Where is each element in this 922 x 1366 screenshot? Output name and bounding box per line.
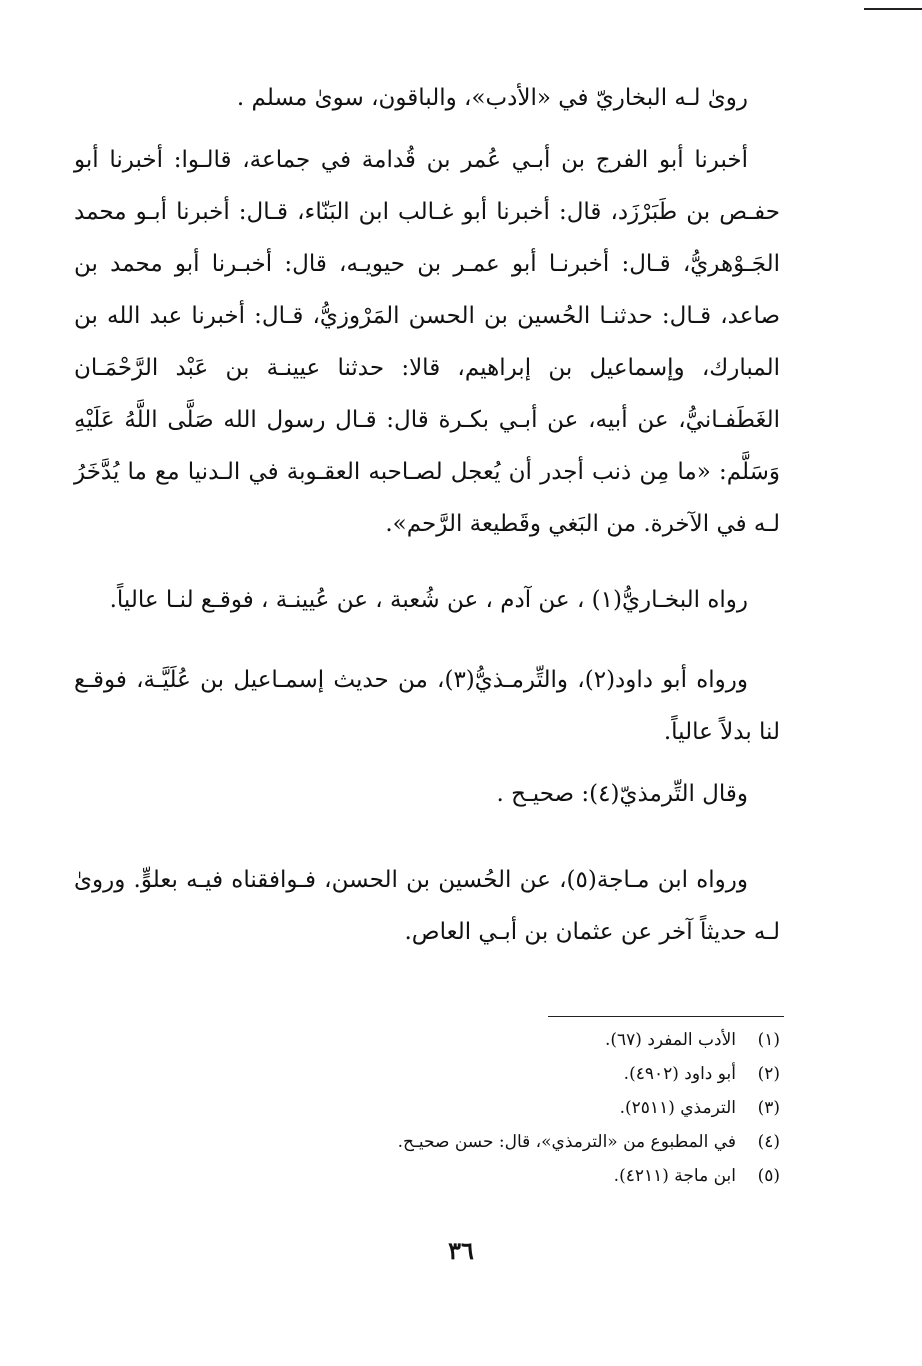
footnote-text: الترمذي (٢٥١١).: [619, 1098, 736, 1118]
paragraph-ibn-majah: ورواه ابن مـاجة(٥)، عن الحُسين بن الحسن، فـوافقناه فيـه بعلوٍّ. وروىٰ لـه حديثاً آخر عن عثمان بن أبـي العاص.: [74, 867, 780, 945]
corner-rule: [864, 8, 922, 10]
paragraph-abu-dawud: ورواه أبو داود(٢)، والتِّرمـذيُّ(٣)، من حديث إسمـاعيل بن عُلَيَّـة، فوقـع لنا بدلاً عالياً.: [74, 667, 780, 745]
footnotes: [220, 1030, 780, 1200]
paragraph-narration-note: رویٰ لـه البخاريّ في «الأدب»، والباقون، سویٰ مسلم .: [236, 85, 748, 111]
footnote-item: [220, 1064, 780, 1098]
paragraph-tirmidhi: وقال التِّرمذيّ(٤): صحيـح .: [496, 781, 748, 807]
footnote-number: (٥): [757, 1166, 780, 1186]
footnote-number: (٢): [757, 1064, 780, 1084]
paragraph-bukhari: رواه البخـاريُّ(١) ، عن آدم ، عن شُعبة ، عن عُيينـة ، فوقـع لنـا عالياً.: [109, 587, 748, 613]
footnote-number: (٤): [757, 1132, 780, 1152]
page-number: ٣٦: [448, 1236, 474, 1265]
footnote-text: أبو داود (٤٩٠٢).: [623, 1064, 736, 1084]
footnote-item: [220, 1166, 780, 1200]
page-body: [74, 72, 780, 958]
footnote-text: في المطبوع من «الترمذي»، قال: حسن صحيـح.: [397, 1132, 736, 1152]
footnote-text: ابن ماجة (٤٢١١).: [613, 1166, 736, 1186]
footnote-item: [220, 1030, 780, 1064]
footnote-divider: [548, 1016, 784, 1017]
footnote-text: الأدب المفرد (٦٧).: [604, 1030, 736, 1050]
footnote-number: (٣): [757, 1098, 780, 1118]
footnote-item: [220, 1098, 780, 1132]
footnote-number: (١): [757, 1030, 780, 1050]
footnote-item: [220, 1132, 780, 1166]
paragraph-hadith-chain: أخبرنا أبو الفرج بن أبـي عُمر بن قُدامة في جماعة، قالـوا: أخبرنا أبو حفـص بن طَبَرْزَد، قال: أخبرنا أبو غـالب ابن البَنّاء، قـال: أخبرنا أبـو محمد الجَـوْهريُّ، قـال: أخبرنـا أبو عمـر بن حيويـه، قال: أخبـرنا أبو محمد بن صاعد، قـال: حدثنـا الحُسين بن الحسن المَرْوزيُّ، قـال: أخبرنا عبد الله بن المبارك، وإسماعيل بن إبراهيم، قالا: حدثنا عيينـة بن عَبْد الرَّحْمَـان الغَطَفـانيُّ، عن أبيه، عن أبـي بكـرة قال: قـال رسول الله صَلَّى اللَّهُ عَلَيْهِ وَسَلَّم: «ما مِن ذنب أجدر أن يُعجل لصـاحبه العقـوبة في الـدنيا مع ما يُدَّخَرُ لـه في الآخرة. من البَغي وقَطيعة الرَّحم».: [74, 147, 780, 537]
